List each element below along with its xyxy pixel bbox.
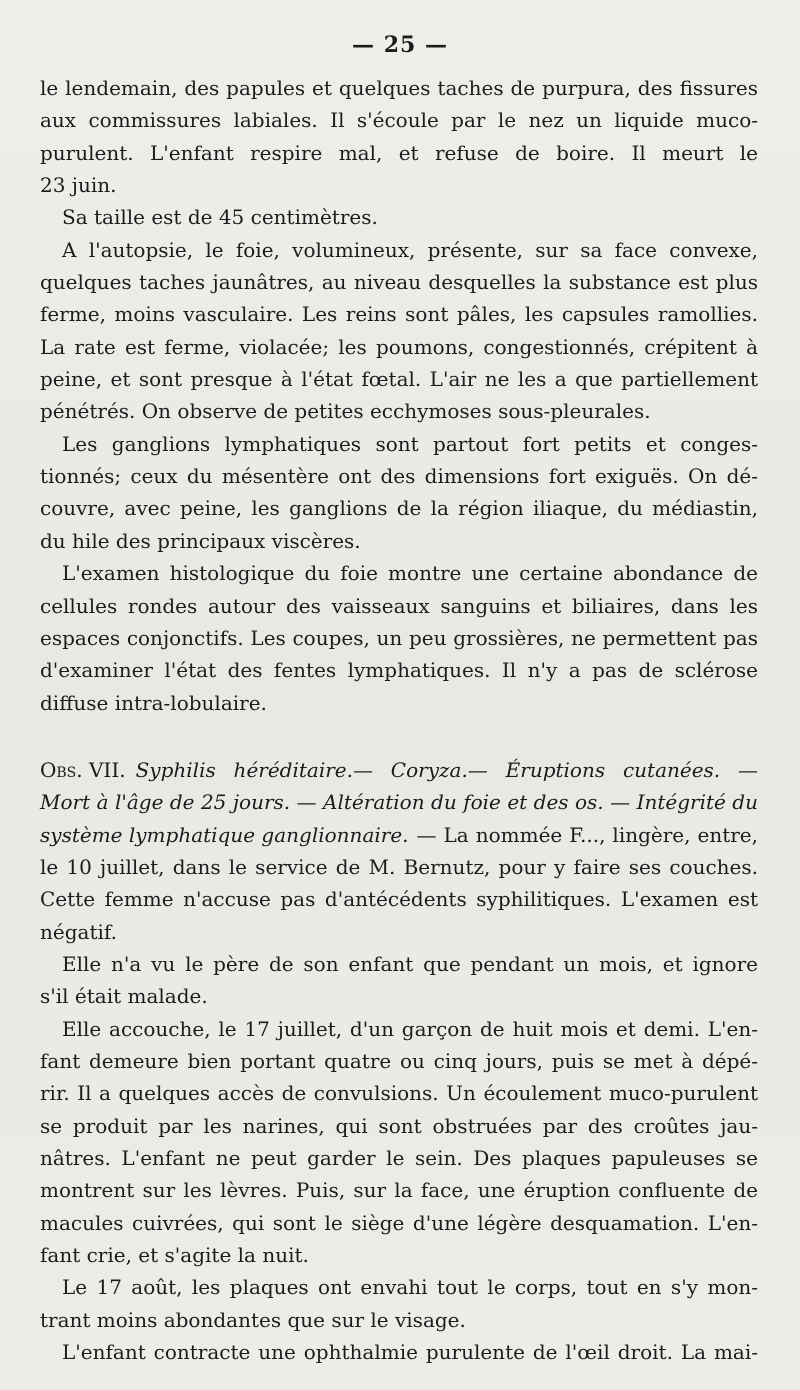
observation-title-line — [40, 819, 758, 851]
line-text: La rate est ferme, violacée; les poumons, congestionnés, crépitent à — [40, 334, 758, 359]
line-text: d'examiner l'état des fentes lymphatiques. Il n'y a pas de sclérose — [40, 658, 758, 683]
line-text: A l'autopsie, le foie, volumineux, présente, sur sa face convexe, — [62, 237, 758, 262]
paragraph — [40, 201, 758, 233]
line-text: L'enfant contracte une ophthalmie purulente de l'œil droit. La mai- — [62, 1340, 758, 1365]
text-line — [40, 169, 758, 201]
line-text: diffuse intra-lobulaire. — [40, 690, 267, 715]
paragraph — [40, 428, 758, 557]
line-text: se produit par les narines, qui sont obstruées par des croûtes jau- — [40, 1113, 758, 1138]
text-line — [40, 1077, 758, 1109]
line-text: montrent sur les lèvres. Puis, sur la face, une éruption confluente de — [40, 1178, 758, 1203]
observation-title-1: Syphilis héréditaire.— Coryza.— Éruptions cutanées. — — [135, 757, 758, 782]
line-text: trant moins abondantes que sur le visage. — [40, 1307, 466, 1332]
text-line — [40, 1336, 758, 1368]
line-text: aux commissures labiales. Il s'écoule par le nez un liquide muco- — [40, 108, 758, 133]
text-line — [40, 687, 758, 719]
text-line — [40, 1013, 758, 1045]
observation-label: Obs. VII. — [40, 757, 126, 782]
line-text: le lendemain, des papules et quelques taches de purpura, des fissures — [40, 76, 758, 100]
text-line — [40, 1304, 758, 1336]
line-text: cellules rondes autour des vaisseaux sanguins et biliaires, dans les — [40, 593, 758, 618]
text-line — [40, 916, 758, 948]
line-text: quelques taches jaunâtres, au niveau desquelles la substance est plus — [40, 270, 758, 295]
observation-title-3-rest: — La nommée F..., lingère, entre, — [416, 822, 758, 847]
text-line — [40, 980, 758, 1012]
line-text: négatif. — [40, 919, 117, 944]
line-text: peine, et sont presque à l'état fœtal. L'air ne les a que partiellement — [40, 367, 758, 392]
line-text: tionnés; ceux du mésentère ont des dimensions fort exiguës. On dé- — [40, 464, 758, 489]
line-text: Cette femme n'accuse pas d'antécédents syphilitiques. L'examen est — [40, 887, 758, 912]
observation-vii — [40, 754, 758, 948]
line-text: fant crie, et s'agite la nuit. — [40, 1243, 309, 1268]
paragraph — [40, 1013, 758, 1272]
line-text: L'examen histologique du foie montre une certaine abondance de — [62, 561, 758, 586]
line-text: Les ganglions lymphatiques sont partout fort petits et conges- — [62, 431, 758, 456]
line-text: Le 17 août, les plaques ont envahi tout le corps, tout en s'y mon- — [62, 1275, 758, 1300]
paragraphs-before-observation — [40, 72, 758, 719]
text-line — [40, 948, 758, 980]
line-text: le 10 juillet, dans le service de M. Bernutz, pour y faire ses couches. — [40, 854, 758, 879]
paragraph — [40, 948, 758, 1013]
line-text: 23 juin. — [40, 173, 117, 198]
line-text: purulent. L'enfant respire mal, et refuse de boire. Il meurt le — [40, 140, 758, 165]
observation-title-line-1-wrap — [40, 754, 758, 786]
observation-lines — [40, 851, 758, 948]
text-line — [40, 201, 758, 233]
observation-title-3-italic: système lymphatique ganglionnaire. — [40, 822, 409, 847]
text-line — [40, 851, 758, 883]
section-spacer — [40, 719, 758, 754]
text-line — [40, 1142, 758, 1174]
line-text: Elle accouche, le 17 juillet, d'un garçon de huit mois et demi. L'en- — [62, 1016, 758, 1041]
page-number: — 25 — — [352, 32, 448, 58]
text-line — [40, 1271, 758, 1303]
paragraph — [40, 557, 758, 719]
paragraph — [40, 72, 758, 201]
line-text: rir. Il a quelques accès de convulsions. Un écoulement muco-purulent — [40, 1081, 758, 1106]
text-line — [40, 654, 758, 686]
text-line — [40, 395, 758, 427]
text-body — [40, 72, 758, 1368]
text-line — [40, 137, 758, 169]
line-text: Elle n'a vu le père de son enfant que pendant un mois, et ignore — [62, 951, 758, 976]
text-line — [40, 234, 758, 266]
text-line — [40, 266, 758, 298]
text-line — [40, 1207, 758, 1239]
line-text: Sa taille est de 45 centimètres. — [62, 205, 378, 230]
text-line — [40, 428, 758, 460]
paragraphs-after-observation — [40, 948, 758, 1368]
text-line — [40, 1239, 758, 1271]
text-line — [40, 1174, 758, 1206]
line-text: nâtres. L'enfant ne peut garder le sein. Des plaques papuleuses se — [40, 1146, 758, 1170]
text-line — [40, 298, 758, 330]
text-line — [40, 460, 758, 492]
line-text: macules cuivrées, qui sont le siège d'une légère desquamation. L'en- — [40, 1210, 758, 1235]
text-line — [40, 557, 758, 589]
paragraph — [40, 1271, 758, 1336]
line-text: du hile des principaux viscères. — [40, 528, 361, 553]
text-line — [40, 492, 758, 524]
observation-title-2: Mort à l'âge de 25 jours. — Altération du foie et des os. — Intégrité du — [40, 790, 758, 815]
observation-title-line — [40, 786, 758, 818]
observation-title-line — [40, 754, 758, 786]
line-text: s'il était malade. — [40, 984, 208, 1009]
paragraph — [40, 1336, 758, 1368]
text-line — [40, 590, 758, 622]
line-text: espaces conjonctifs. Les coupes, un peu grossières, ne permettent pas — [40, 625, 758, 650]
text-line — [40, 525, 758, 557]
text-line — [40, 363, 758, 395]
observation-title-line-3-wrap — [40, 819, 758, 851]
line-text: couvre, avec peine, les ganglions de la région iliaque, du médiastin, — [40, 496, 758, 521]
text-line — [40, 883, 758, 915]
line-text: fant demeure bien portant quatre ou cinq jours, puis se met à dépé- — [40, 1048, 758, 1073]
text-line — [40, 622, 758, 654]
text-line — [40, 72, 758, 104]
text-line — [40, 1045, 758, 1077]
paragraph — [40, 234, 758, 428]
line-text: ferme, moins vasculaire. Les reins sont pâles, les capsules ramollies. — [40, 302, 758, 327]
text-line — [40, 104, 758, 136]
text-line — [40, 1110, 758, 1142]
line-text: pénétrés. On observe de petites ecchymoses sous-pleurales. — [40, 399, 651, 424]
text-line — [40, 331, 758, 363]
